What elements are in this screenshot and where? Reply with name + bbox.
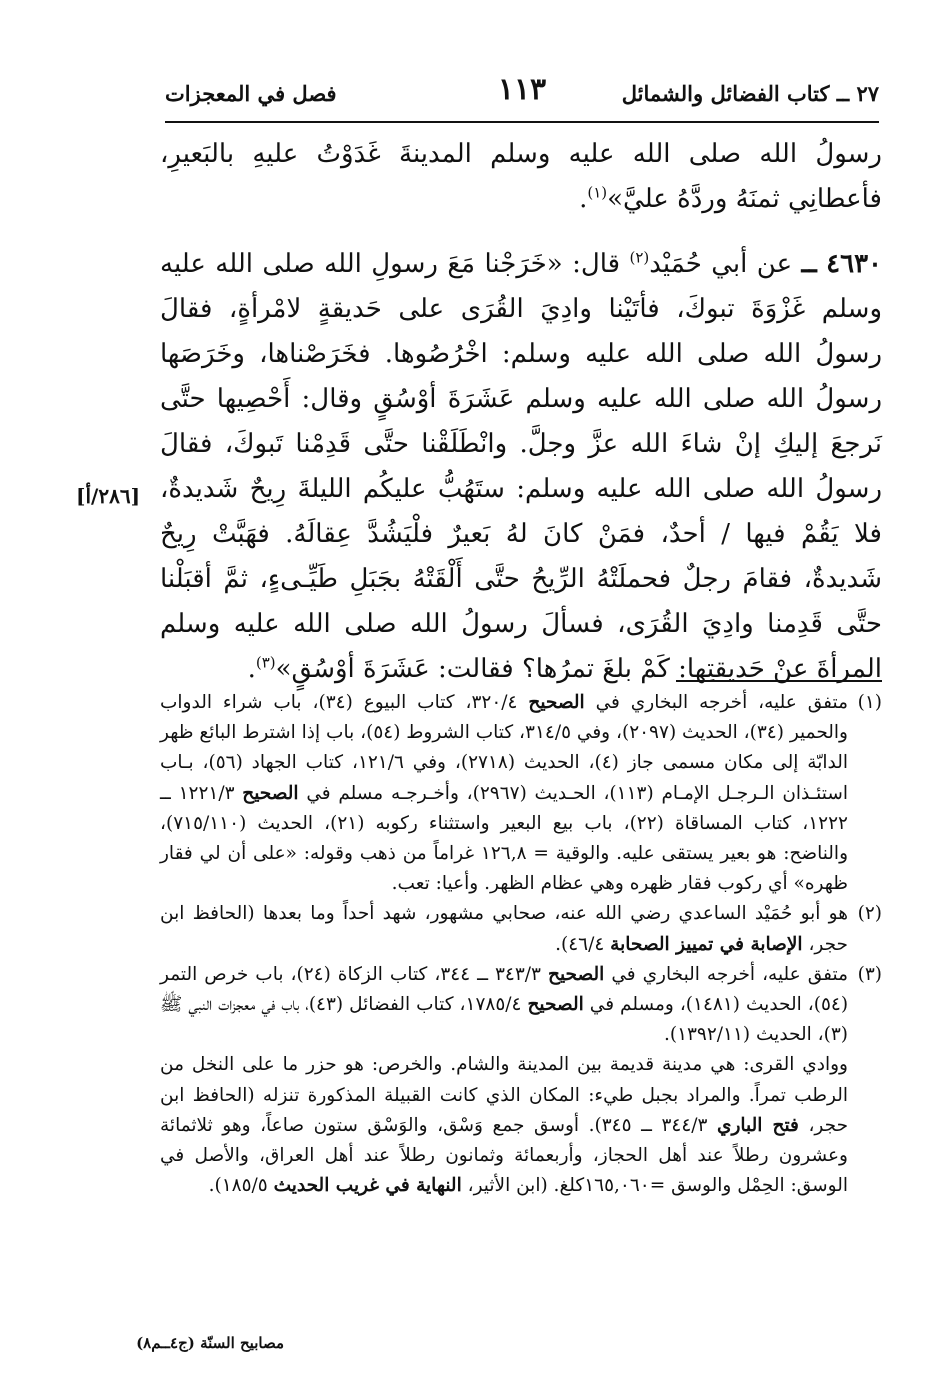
footnotes [160, 688, 882, 1201]
hadith-paragraph [160, 242, 882, 692]
footnote-ref-3: (٣) [255, 653, 276, 672]
footnote-text [160, 899, 848, 959]
source-title: الإصابة في تمييز الصحابة [610, 933, 803, 955]
hadith-text: قال: «خَرَجْنا مَعَ رسولِ الله صلى الله عليه وسلم غَزْوَةَ تبوكَ، فأتَيْنا وادِيَ القُرَى على حَديقةٍ لامْرأةٍ، فقالَ رسولُ الله صلى الله عليه وسلم: اخْرُصُوها. فخَرَصْناها، وخَرَصَها رسولُ الله صلى الله عليه وسلم عَشَرَةَ أوْسُقٍ وقال: أَحْصِيها حتَّى نَرجعَ إليكِ إنْ شاءَ الله عزَّ وجلَّ. وانْطَلَقْنا حتَّى قَدِمْنا تَبوكَ، فقالَ رسولُ الله صلى الله عليه وسلم: ستَهُبُّ عليكُم الليلةَ رِيحٌ شَديدةٌ، فلا يَقُمْ فيها / أحدٌ، فمَنْ كانَ لهُ بَعيرٌ فلْيَشُدَّ عِقالَهُ. فهَبَّتْ رِيحٌ شَديدةٌ، فقامَ رجلٌ فحملَتْهُ الرِّيحُ حتَّى أَلْقَتْهُ بجَبَلِ طَيِّـىءٍ، ثمَّ أقبَلْنا حتَّى قَدِمنا وادِيَ القُرَى، فسألَ رسولُ الله صلى الله عليه وسلم المرأةَ عنْ حَديقتِها: كَمْ بلغَ تمرُها؟ فقالت: عَشَرَةَ أوْسُقٍ» [160, 249, 882, 684]
source-title: الصحيح [527, 994, 584, 1016]
footnote-segment: ٤٦/٤). [555, 933, 605, 955]
footnote-text [160, 688, 848, 899]
footnote-segment: هو أبو حُمَيْد الساعدي رضي الله عنه، صحابي مشهور، شهد أحداً وما بعدها (الحافظ ابن حجر، [160, 903, 848, 955]
footnote-segment: ٣٢٠/٤، كتاب البيوع (٣٤)، باب شراء الدواب والحمير (٣٤)، الحديث (٢٠٩٧)، وفي ٣١٤/٥، كتاب الشروط (٥٤)، باب إذا اشترط البائع ظهر الدابّة إلى مكان مسمى جاز (٤)، الحديث (٢٧١٨)، وفي ١٢١/٦، كتاب الجهاد (٥٦)، بـاب استئـذان الـرجـل الإمـام (١١٣)، الحـديث (٢٩٦٧)، وأخـرجـه مسلم في [160, 692, 848, 804]
footnote-number: (١) [857, 692, 882, 713]
source-title: فتح الباري [717, 1114, 799, 1136]
hadith-number: ٤٦٣٠ [826, 249, 883, 279]
footnote-3 [160, 960, 882, 1051]
footnote-text [160, 960, 848, 1051]
paragraph-end: . [579, 184, 588, 214]
source-title: الصحيح [548, 963, 605, 985]
footnote-1 [160, 688, 882, 899]
hadith-dash: ــ [801, 249, 817, 279]
source-title: النهاية في غريب الحديث [273, 1175, 462, 1197]
running-header [165, 70, 879, 116]
manuscript-folio-ref: [٢٨٦/أ] [76, 484, 141, 508]
chapter-title: ٢٧ ــ كتاب الفضائل والشمائل [621, 80, 879, 106]
footnote-divider [676, 680, 882, 682]
narrator-text: عن أبي حُمَيْد [649, 249, 793, 279]
footnote-number: (٣) [857, 963, 882, 985]
main-text [160, 132, 882, 692]
footnote-segment: متفق عليه، أخرجه البخاري في [611, 963, 848, 985]
paragraph-text: رسولُ الله صلى الله عليه وسلم المدينةَ غَدَوْتُ عليهِ بالبَعيرِ، فأعطانِي ثمنَهُ وردَّهُ عليَّ» [160, 139, 882, 214]
source-title: الصحيح [242, 782, 299, 804]
footnote-segment: ١٧٨٥/٤، كتاب الفضائل (٤٣)، باب في معجزات النبي ﷺ (٣)، الحديث (١٣٩٢/١١). [160, 994, 848, 1046]
footnote-segment: ٣٤٣/٣ ــ ٣٤٤، كتاب الزكاة (٢٤)، باب خرص التمر (٥٤)، الحديث (١٤٨١)، ومسلم في [160, 963, 849, 1016]
footnote-segment: ١٢٢١/٣ ــ ١٢٢٢، كتاب المساقاة (٢٢)، باب بيع البعير واستثناء ركوبه (٢١)، الحديث (٧١٥/١١٠)، والناضح: هو بعير يستقى عليه. والوقية = ١٢٦,٨ غراماً من ذهب وقوله: «على أن لي فقار ظهره» أي ركوب فقار ظهره وهي عظام الظهر. وأعيا: تعب. [160, 782, 849, 895]
footnote-segment: متفق عليه، أخرجه البخاري في [595, 692, 848, 713]
header-divider [165, 121, 879, 123]
page-number: ١١٣ [497, 72, 547, 107]
signature-mark: مصابيح السنّة (ج٤ــم٨) [136, 1334, 284, 1352]
footnote-segment: ووادي القرى: هي مدينة قديمة بين المدينة والشام. والخرص: هو حزر ما على النخل من الرطب تمراً. والمراد بجبل طيء: المكان الذي كانت القبيلة المذكورة تنزله (الحافظ ابن حجر، [160, 1054, 849, 1136]
continued-paragraph [160, 132, 882, 222]
section-title: فصل في المعجزات [165, 80, 337, 106]
footnote-segment: ١٨٥/٥). [208, 1175, 268, 1197]
footnote-3-gloss [160, 1050, 882, 1201]
footnote-segment: ٣٤٤/٣ ــ ٣٤٥). أوسق جمع وَسْق، والوَسْق ستون صاعاً، وهو ثلاثمائة وعشرون رطلاً عند أهل الحجاز، وأربعمائة وثمانون رطلاً عند أهل العراق، والأصل في الوسق: الحِمْل والوسق =١٦٥,٠٦٠كلغ. (ابن الأثير، [160, 1114, 848, 1197]
footnote-number: (٢) [857, 903, 882, 925]
source-title: الصحيح [528, 692, 585, 713]
footnote-ref-1: (١) [587, 183, 608, 202]
footnote-2 [160, 899, 882, 959]
footnote-ref-2: (٢) [629, 248, 650, 267]
hadith-end: . [247, 654, 256, 684]
